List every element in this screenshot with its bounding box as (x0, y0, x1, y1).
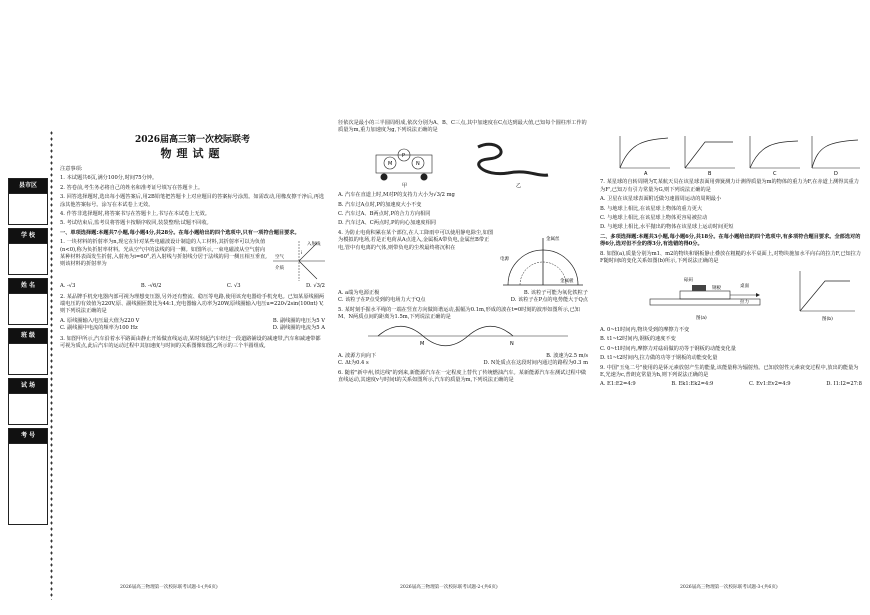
q2-option-a: A. 原线圈输入电压最大值为220 V (60, 317, 140, 324)
name-box (8, 278, 48, 325)
q2-option-d: D. 副线圈的电流为5 A (272, 325, 325, 332)
notes-heading: 注意事项: (60, 166, 83, 172)
q4-option-d: D. 该粒子在P点的电势能大于Q点 (510, 297, 588, 304)
footer-page-1: 2026届高三物理第一次校际联考试题-1-(共6页) (120, 585, 218, 590)
graph-d-label: D (834, 171, 838, 176)
column-2 (338, 120, 588, 387)
q2-options-row2 (60, 325, 325, 332)
q3-option-d: D. 汽车过A、C两点时,P的向心加速度相同 (338, 220, 436, 227)
q4-text: 4. 为防止电荷积累在某个部位,在人工降雨中可以使用静电除尘,如图为模拟的电场,若是正电荷从A点进入,金属板A带负电,金属丝B带正电,管中有电离的气体,则带负电的尘埃最终将沉积在 (338, 229, 494, 251)
county-box (8, 178, 48, 225)
q4-block (338, 230, 588, 290)
q3-figure (338, 137, 588, 189)
q8-figure (600, 267, 862, 323)
q1-option-b: B. -√6/2 (140, 283, 162, 290)
q4-wire-label: 金属丝 (546, 236, 560, 242)
note-4: 4. 作答非选择题时,将答案书写在答题卡上,书写在本试卷上无效。 (60, 211, 210, 218)
q3-label-jia: 甲 (402, 182, 408, 189)
q3-label-p: P (402, 152, 406, 159)
q8-table-label: 桌面 (740, 284, 749, 290)
q3-option-b: B. 汽车过A点时,P的加速度大小不变 (338, 201, 422, 208)
room-label: 试 场 (9, 379, 47, 394)
q1-text: 1. 一块材料的折射率为n,现它在针对某些电磁波设计制造的人工材料,其折射率可以为负值(n<0),称为负折射率材料。光从空气中的法线的同一侧。如图所示,一束电磁波从空气射向某种材料表面发生折射,入射角为i=60°,若入射线与折射线分居于法线的同一侧且相互垂直,则该材料的折射率为 (60, 239, 267, 268)
school-label: 学 校 (9, 229, 47, 244)
q3-label-yi: 乙 (516, 182, 522, 189)
q8-fig-a-label: 图(a) (696, 316, 707, 322)
q5-label-m: M (420, 341, 425, 348)
q1-option-d: D. √3/2 (306, 283, 325, 290)
section-2-heading: 二、多项选择题:本题共3小题,每小题6分,共18分。在每小题给出的四个选项中,有多项符合题目要求。全部选对的得6分,选对但不全的得3分,有选错的得0分。 (600, 233, 861, 248)
q5-option-d: D. N处质点在这段时间内通过的路程为0.3 m (483, 360, 588, 367)
q9-option-a: A. E1:E2=4:9 (600, 381, 636, 388)
column-1 (60, 116, 325, 353)
q3-option-a: A. 汽车在直道上时,M对P的支持力大小为√3/2 mg (338, 192, 455, 199)
q4-option-c: C. 该粒子在P点受到的电场力大于Q点 (338, 297, 426, 304)
q7-option-d: D. 与地球上相比,水平抛出的物体在该星球上运动时间更短 (600, 224, 734, 231)
q1-option-c: C. √3 (226, 283, 241, 290)
q1-options (60, 283, 325, 290)
q7-option-c: C. 与地球上相比,在该星球上物体更容易被拉动 (600, 215, 708, 222)
q8-force-label: 拉力 (740, 300, 749, 306)
q5-option-c: C. Δt为0.4 s (338, 360, 369, 367)
note-5: 5. 考试结束后,监考员将答题卡按顺序收回,装袋整理;试题不回收。 (60, 220, 212, 227)
seal-line (50, 130, 53, 600)
q1-medium-label: 介质 (275, 266, 284, 272)
q5-wave-figure (338, 323, 588, 349)
q8-weight-label: 砝码 (684, 278, 693, 284)
q8-option-c: C. 0~t1时间内,摩擦力对砝码做的功等于钢板的动能变化量 (600, 345, 736, 352)
q1-figure (273, 239, 325, 283)
q1-block (60, 239, 325, 283)
examno-box (8, 428, 48, 525)
q8-option-d: D. t1~t2时间内,拉力做的功等于钢板的动能变化量 (600, 355, 718, 362)
q1-angle-label: i (301, 251, 303, 257)
q7-option-a: A. 卫星在该星球表面附近做匀速圆周运动的周期最小 (600, 196, 722, 203)
q4-option-b: B. 该粒子可能为氧化铁粒子 (523, 289, 588, 296)
subject-title: 物理试题 (160, 147, 225, 160)
q2-option-b: B. 副线圈的电压为5 V (272, 317, 325, 324)
note-3: 3. 回答选择题时,选出每小题答案后,用2B铅笔把答题卡上对应题目的答案标号涂黑。如需改动,用橡皮擦干净后,再选涂其他答案标号。涂写在本试卷上无效。 (60, 194, 325, 208)
q8-text: 8. 如图(a),质量分别为m1、m2的物块和钢板静止叠放在粗糙的水平桌面上,对物块施加水平向右的拉力F,已知拉力F随时间t的变化关系如图(b)所示,下列说法正确的是 (600, 250, 861, 265)
column-3 (600, 132, 862, 389)
room-box (8, 378, 48, 425)
q4-source-label: 电源 (500, 256, 509, 262)
q9-option-c: C. Ev1:Ev2=4:9 (749, 381, 791, 388)
name-label: 姓 名 (9, 279, 47, 294)
graph-a (620, 136, 670, 176)
q4-options-row2 (338, 297, 588, 304)
q8-fig-b-label: 图(b) (822, 317, 833, 323)
exam-title: 2026届高三第一次校际联考 (134, 135, 251, 145)
q9-options (600, 381, 862, 388)
q3-label-n: N (416, 160, 420, 167)
examno-label: 考 号 (9, 429, 47, 444)
q1-incident-label: 入射线 (307, 242, 321, 248)
graph-d (812, 136, 860, 176)
school-box (8, 228, 48, 275)
q6-text: 6. 随着"新中州,铁达线"的到来,新能源汽车在一定程度上替代了传统燃油汽车。某新能源汽车在测试过程中做直线运动,其速度v与时间t的关系如图所示,汽车的质量为m,下列说法正确的是 (338, 369, 587, 384)
binding-strip (0, 130, 56, 600)
graph-b-label: B (708, 171, 712, 176)
note-1: 1. 本试题共6页,满分100分,时间75分钟。 (60, 175, 158, 182)
footer-page-3: 2026届高三物理第一次校际联考试题-3-(共6页) (680, 585, 778, 590)
note-2: 2. 答卷前,考生务必将自己的姓名和准考证号填写在答题卡上。 (60, 184, 204, 191)
class-label: 班 级 (9, 329, 47, 344)
q3-continued: 径依次是最小的三半圆周组成,依次分别为A、B、C三点,其中加速度在C点达到最大值,已知每个圆柱形工作的质量为m,重力加速度为g,下列说法正确的是 (338, 120, 587, 134)
q5-option-a: A. 波源方向向下 (338, 352, 377, 359)
footer-page-2: 2026届高三物理第一次校际联考试题-2-(共6页) (400, 585, 498, 590)
q1-air-label: 空气 (275, 255, 284, 261)
q5-options-row2 (338, 360, 588, 367)
graph-c (750, 136, 800, 176)
graph-b (685, 136, 735, 176)
q4-plate-label: 金属板 (560, 278, 574, 284)
q9-text: 9. 中国"玉兔二号"使用的是钚元素放射产生的能量,该能量称为辐射热。已知放射性元素衰变过程中,放出的能量为E,光速为c,普朗克常量为h,则下列说法正确的是 (600, 364, 859, 378)
graph-a-label: A (644, 171, 648, 176)
q9-option-b: B. Ek1:Ek2=4:9 (671, 381, 714, 388)
q1-option-a: A. -√3 (60, 283, 76, 290)
q8-plate-label: 钢板 (712, 286, 721, 292)
class-box (8, 328, 48, 375)
q3-label-m: M (388, 160, 393, 167)
q6-option-graphs (600, 132, 862, 176)
graph-c-label: C (773, 171, 777, 176)
section-1-heading: 一、单项选择题:本题共7小题,每小题4分,共28分。在每小题给出的四个选项中,只有一项符合题目要求。 (60, 229, 300, 236)
q4-figure (498, 230, 588, 290)
q2-option-c: C. 副线圈中电流的频率为100 Hz (60, 325, 138, 332)
q8-option-a: A. 0~t1时间内,物块受到的摩擦力不变 (600, 326, 690, 333)
q7-option-b: B. 与地球上相比,在该星球上物体的重力更大 (600, 205, 703, 212)
county-label: 县市区 (9, 179, 47, 194)
q5-option-b: B. 波速为2.5 m/s (546, 352, 588, 359)
q7-text: 7. 某星球的自转周期为T,某航天员在该星球表面用弹簧测力计测得质量为m的物体的重力为F,在赤道上测得其重力为F',已知万有引力常量为G,则下列说法正确的是 (600, 179, 859, 193)
q9-option-d: D. I1:I2=27:8 (826, 381, 862, 388)
q3-option-c: C. 汽车过A、B两点时,P的合力方向相同 (338, 211, 431, 218)
q8-option-b: B. t1~t2时间内,钢板的速度不变 (600, 336, 676, 343)
q5-label-n: N (510, 341, 514, 348)
q3-text: 3. 如图甲所示,汽车沿着水平路面由静止开始做直线运动,某时刻起汽车经过一段道路铺设的减速带,汽车和减速带都可视为质点,此后汽车的运动过程中其加速度与时间的关系图像如图乙所示的三个半圆组成, (60, 335, 321, 350)
q2-text: 2. 某品牌手机充电器内部可视为理想变压器,另外还有整流、稳压等电路,使用该充电器给手机充电。已知某原线圈两端电压的有效值为220V,原、副线圈匝数比为44:1,充电器输入功率为20W,原线圈输入电压u=220√2sin(100πt) V,则下列说法正确的是 (60, 293, 325, 315)
q5-text: 5. 某时刻手握水平绳的一端在竖直方向做简谐运动,振幅为0.1m,形成的波在t=0时刻的波形如图所示,已知M、N两质点间的距离为1.5m,下列说法正确的是 (338, 306, 580, 321)
q4-option-a: A. a端为电源正极 (338, 289, 380, 296)
